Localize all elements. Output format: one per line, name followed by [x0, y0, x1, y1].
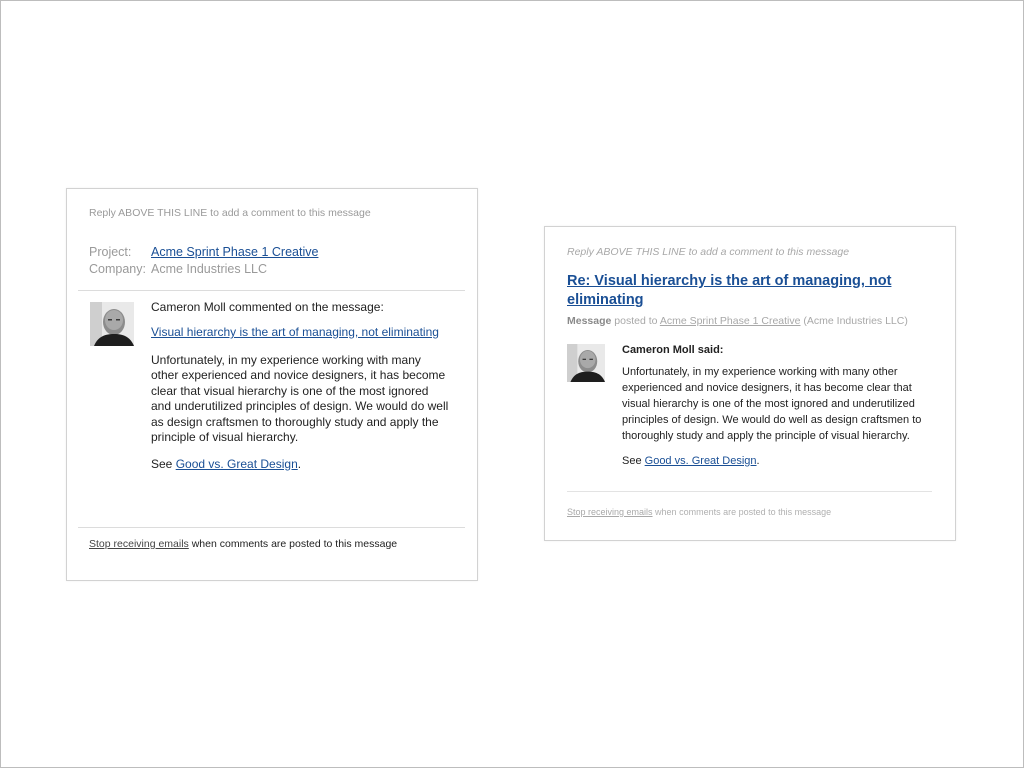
- comment-body: Unfortunately, in my experience working with many other experienced and novice designers, it has become clear that visual hierarchy is one of the most ignored and underutilized principles of design. We would do well as design craftsmen to thoroughly study and apply the principle of visual hierarchy.: [151, 352, 449, 444]
- posted-info: [567, 315, 908, 327]
- project-row: [89, 244, 318, 261]
- author-said: Cameron Moll said:: [622, 344, 724, 356]
- avatar: [90, 302, 134, 346]
- avatar-image: [567, 344, 605, 382]
- posted-text: posted to: [611, 315, 660, 327]
- see-also: [151, 456, 451, 472]
- posted-project-link[interactable]: Acme Sprint Phase 1 Creative: [659, 315, 801, 327]
- project-label: Project:: [89, 245, 132, 259]
- reply-instruction: Reply ABOVE THIS LINE to add a comment to this message: [567, 246, 850, 258]
- email-notification-card-right: [544, 226, 956, 541]
- divider: [78, 527, 465, 528]
- see-suffix: .: [297, 456, 302, 471]
- divider: [567, 491, 932, 492]
- see-prefix: See: [622, 455, 645, 467]
- comment-body: Unfortunately, in my experience working with many other experienced and novice designers, it has become clear that visual hierarchy is one of the most ignored and underutilized principles of design. We would do well as design craftsmen to thoroughly study and apply the principle of visual hierarchy.: [622, 366, 922, 442]
- see-also: [622, 453, 932, 469]
- company-label: Company:: [89, 262, 146, 276]
- avatar: [567, 344, 605, 382]
- project-link[interactable]: Acme Sprint Phase 1 Creative: [151, 245, 319, 259]
- commented-text: Cameron Moll commented on the message:: [151, 300, 384, 314]
- unsubscribe-footer: [89, 538, 397, 550]
- stop-receiving-emails-link[interactable]: Stop receiving emails: [89, 538, 189, 550]
- footer-text: when comments are posted to this message: [652, 507, 832, 517]
- posted-company: (Acme Industries LLC): [800, 315, 908, 327]
- email-notification-card-left: [66, 188, 478, 581]
- company-value: Acme Industries LLC: [151, 262, 268, 276]
- comment-content: [151, 299, 451, 472]
- stop-receiving-emails-link[interactable]: Stop receiving emails: [567, 507, 653, 517]
- see-prefix: See: [151, 456, 176, 471]
- footer-text: when comments are posted to this message: [188, 538, 398, 550]
- posted-label: Message: [567, 315, 612, 327]
- subject-link[interactable]: Re: Visual hierarchy is the art of managing, not eliminating: [567, 273, 892, 308]
- see-suffix: .: [756, 455, 760, 467]
- divider: [78, 290, 465, 291]
- avatar-image: [90, 302, 134, 346]
- message-meta: [89, 244, 318, 278]
- see-link[interactable]: Good vs. Great Design: [175, 456, 298, 471]
- reply-instruction: Reply ABOVE THIS LINE to add a comment to this message: [89, 207, 371, 219]
- see-link[interactable]: Good vs. Great Design: [644, 455, 757, 467]
- message-link[interactable]: Visual hierarchy is the art of managing, not eliminating: [151, 325, 439, 339]
- comment-content: [622, 342, 932, 469]
- unsubscribe-footer: [567, 507, 831, 517]
- company-row: [89, 261, 318, 278]
- message-subject: [567, 272, 907, 310]
